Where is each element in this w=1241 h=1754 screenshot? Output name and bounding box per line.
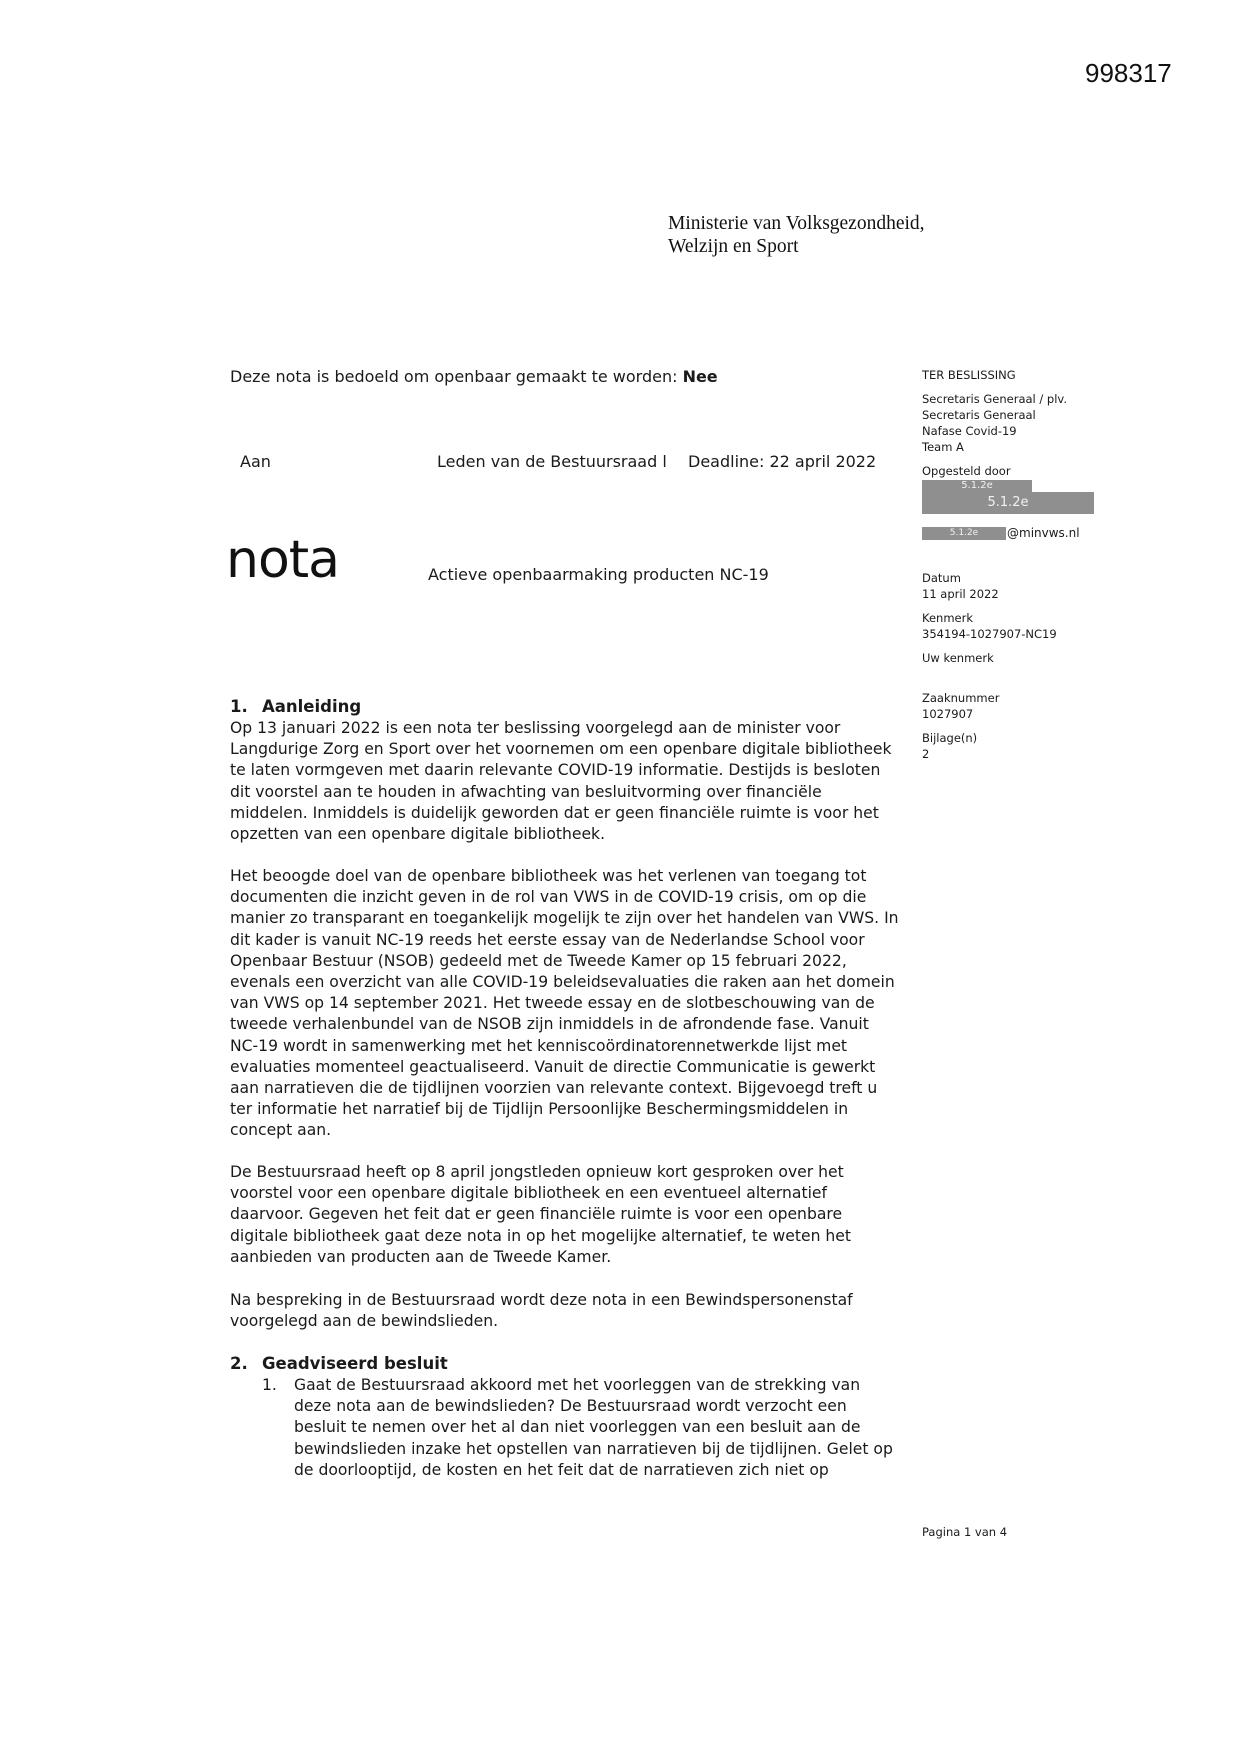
case-number-value: 1027907 (922, 707, 974, 721)
section-1-paragraph-3: De Bestuursraad heeft op 8 april jongstleden opnieuw kort gesproken over het voorstel voor een openbare digitale bibliotheek en een eventueel alternatief daarvoor. Gegeven het feit dat er geen financiële ruimte is voor een openbare digitale bibliotheek gaat deze nota in op het mogelijke alternatief, te weten het aanbieden van producten aan de Tweede Kamer. (230, 1163, 852, 1266)
section-2-title: Geadviseerd besluit (262, 1354, 448, 1373)
unit: Nafase Covid-19 (922, 424, 1017, 438)
to-label: Aan (240, 452, 271, 471)
page-number: Pagina 1 van 4 (922, 1525, 1008, 1539)
section-2-heading (230, 1353, 900, 1374)
ministry-logo-text (668, 212, 925, 258)
reference-label: Kenmerk (922, 611, 973, 625)
public-disclosure-line (230, 367, 718, 386)
date-label: Datum (922, 571, 961, 585)
ministry-line-1: Ministerie van Volksgezondheid, (668, 213, 925, 234)
public-disclosure-value: Nee (682, 367, 718, 386)
section-1-title: Aanleiding (262, 697, 362, 716)
section-2-number: 2. (230, 1354, 248, 1373)
status-label: TER BESLISSING (922, 368, 1016, 382)
attachments-value: 2 (922, 747, 930, 761)
case-number-label: Zaaknummer (922, 691, 1000, 705)
advice-item-1-text: Gaat de Bestuursraad akkoord met het voorleggen van de strekking van deze nota aan de bewindslieden? De Bestuursraad wordt verzocht een besluit te nemen over het al dan niet voorleggen van een besluit aan de bewindslieden inzake het opstellen van narratieven bij de tijdlijnen. Gelet op de doorlooptijd, de kosten en het feit dat de narratieven zich niet op (294, 1376, 893, 1479)
deadline: Deadline: 22 april 2022 (688, 452, 877, 471)
redaction-block-email: 5.1.2e (922, 527, 1006, 540)
section-1-paragraph-2: Het beoogde doel van de openbare bibliotheek was het verlenen van toegang tot documenten die inzicht geven in de rol van VWS in de COVID-19 crisis, om op die manier zo transparant en toegankelijk mogelijk te zijn over het handelen van VWS. In dit kader is vanuit NC-19 reeds het eerste essay van de Nederlandse School voor Openbaar Bestuur (NSOB) gedeeld met de Tweede Kamer op 15 februari 2022, evenals een overzicht van alle COVID-19 beleidsevaluaties die raken aan het domein van VWS op 14 september 2021. Het tweede essay en de slotbeschouwing van de tweede verhalenbundel van de NSOB zijn inmiddels in de afrondende fase. Vanuit NC-19 wordt in samenwerking met het kenniscoördinatorennetwerkde lijst met evaluaties momenteel geactualiseerd. Vanuit de directie Communicatie is gewerkt aan narratieven die de tijdlijnen voorzien van relevante context. Bijgevoegd treft u ter informatie het narratief bij de Tijdlijn Persoonlijke Beschermingsmiddelen in concept aan. (230, 867, 899, 1140)
section-1-paragraph-1: Op 13 januari 2022 is een nota ter beslissing voorgelegd aan de minister voor Langdurige Zorg en Sport over het voornemen om een openbare digitale bibliotheek te laten vormgeven met daarin relevante COVID-19 informatie. Destijds is besloten dit voorstel aan te houden in afwachting van besluitvorming over financiële middelen. Inmiddels is duidelijk geworden dat er geen financiële ruimte is voor het opzetten van een openbare digitale bibliotheek. (230, 719, 892, 844)
your-reference-label: Uw kenmerk (922, 651, 994, 665)
recipient-line-1: Secretaris Generaal / plv. (922, 392, 1067, 406)
recipient-line-2: Secretaris Generaal (922, 408, 1036, 422)
public-disclosure-text: Deze nota is bedoeld om openbaar gemaakt te worden: (230, 367, 683, 386)
advice-item-1-number: 1. (262, 1376, 277, 1394)
document-type: nota (226, 530, 340, 590)
redaction-block-small: 5.1.2e (922, 480, 1032, 492)
date-value: 11 april 2022 (922, 587, 999, 601)
prepared-by-label: Opgesteld door (922, 464, 1011, 478)
redaction-block-name: 5.1.2e (922, 492, 1094, 514)
advice-item-1 (262, 1375, 902, 1481)
section-1-paragraph-4: Na bespreking in de Bestuursraad wordt deze nota in een Bewindspersonenstaf voorgelegd aan de bewindslieden. (230, 1291, 853, 1331)
subject: Actieve openbaarmaking producten NC-19 (428, 565, 769, 584)
section-1-heading (230, 696, 900, 717)
to-value: Leden van de Bestuursraad l (437, 452, 667, 471)
attachments-label: Bijlage(n) (922, 731, 978, 745)
section-1-number: 1. (230, 697, 248, 716)
ministry-line-2: Welzijn en Sport (668, 236, 799, 257)
reference-value: 354194-1027907-NC19 (922, 627, 1057, 641)
email-domain: @minvws.nl (1007, 526, 1080, 540)
document-id: 998317 (1085, 58, 1172, 88)
team: Team A (922, 440, 964, 454)
